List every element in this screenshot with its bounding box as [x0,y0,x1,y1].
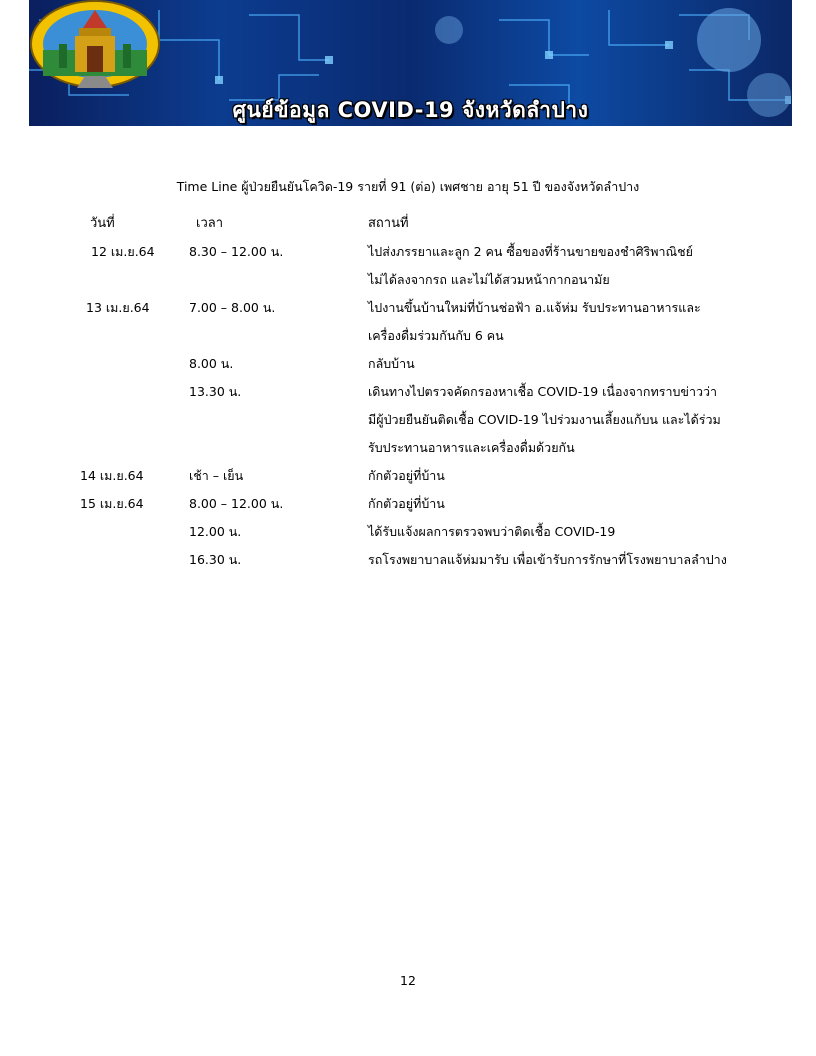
row-time: 7.00 – 8.00 น. [189,300,276,315]
row-date: 13 เม.ย.64 [86,300,150,315]
row-place-line: รถโรงพยาบาลแจ้ห่มมารับ เพื่อเข้ารับการรักษาที่โรงพยาบาลลำปาง [368,552,727,567]
row-time: 8.30 – 12.00 น. [189,244,284,259]
row-time: 12.00 น. [189,524,242,539]
row-time: เช้า – เย็น [189,468,244,483]
row-place-line: รับประทานอาหารและเครื่องดื่มด้วยกัน [368,440,575,455]
lampang-seal-icon [29,0,161,88]
row-place-line: เครื่องดื่มร่วมกันกับ 6 คน [368,328,504,343]
header-place: สถานที่ [368,216,409,231]
header-date: วันที่ [90,216,115,231]
banner-title: ศูนย์ข้อมูล COVID-19 จังหวัดลำปาง [232,98,589,122]
row-place-line: ไม่ได้ลงจากรถ และไม่ได้สวมหน้ากากอนามัย [368,272,610,287]
row-place-line: ไปงานขึ้นบ้านใหม่ที่บ้านช่อฟ้า อ.แจ้ห่ม รับประทานอาหารและ [368,300,701,315]
row-date: 15 เม.ย.64 [80,496,144,511]
row-place-line: มีผู้ป่วยยืนยันติดเชื้อ COVID-19 ไปร่วมงานเลี้ยงแก้บน และได้ร่วม [368,412,721,427]
row-place-line: ได้รับแจ้งผลการตรวจพบว่าติดเชื้อ COVID-19 [368,524,616,539]
row-place-line: กลับบ้าน [368,356,415,371]
row-time: 8.00 น. [189,356,234,371]
header-time: เวลา [196,216,224,231]
page-number: 12 [400,973,416,988]
row-place-line: กักตัวอยู่ที่บ้าน [368,468,445,483]
row-date: 12 เม.ย.64 [91,244,155,259]
row-place-line: กักตัวอยู่ที่บ้าน [368,496,445,511]
document-title: Time Line ผู้ป่วยยืนยันโควิด-19 รายที่ 91 (ต่อ) เพศชาย อายุ 51 ปี ของจังหวัดลำปาง [176,179,640,194]
header-banner [29,0,792,126]
row-time: 8.00 – 12.00 น. [189,496,284,511]
row-place-line: ไปส่งภรรยาและลูก 2 คน ซื้อของที่ร้านขายของชำศิริพาณิชย์ [368,244,693,259]
row-time: 13.30 น. [189,384,242,399]
row-date: 14 เม.ย.64 [80,468,144,483]
row-time: 16.30 น. [189,552,242,567]
row-place-line: เดินทางไปตรวจคัดกรองหาเชื้อ COVID-19 เนื่องจากทราบข่าวว่า [368,384,718,399]
